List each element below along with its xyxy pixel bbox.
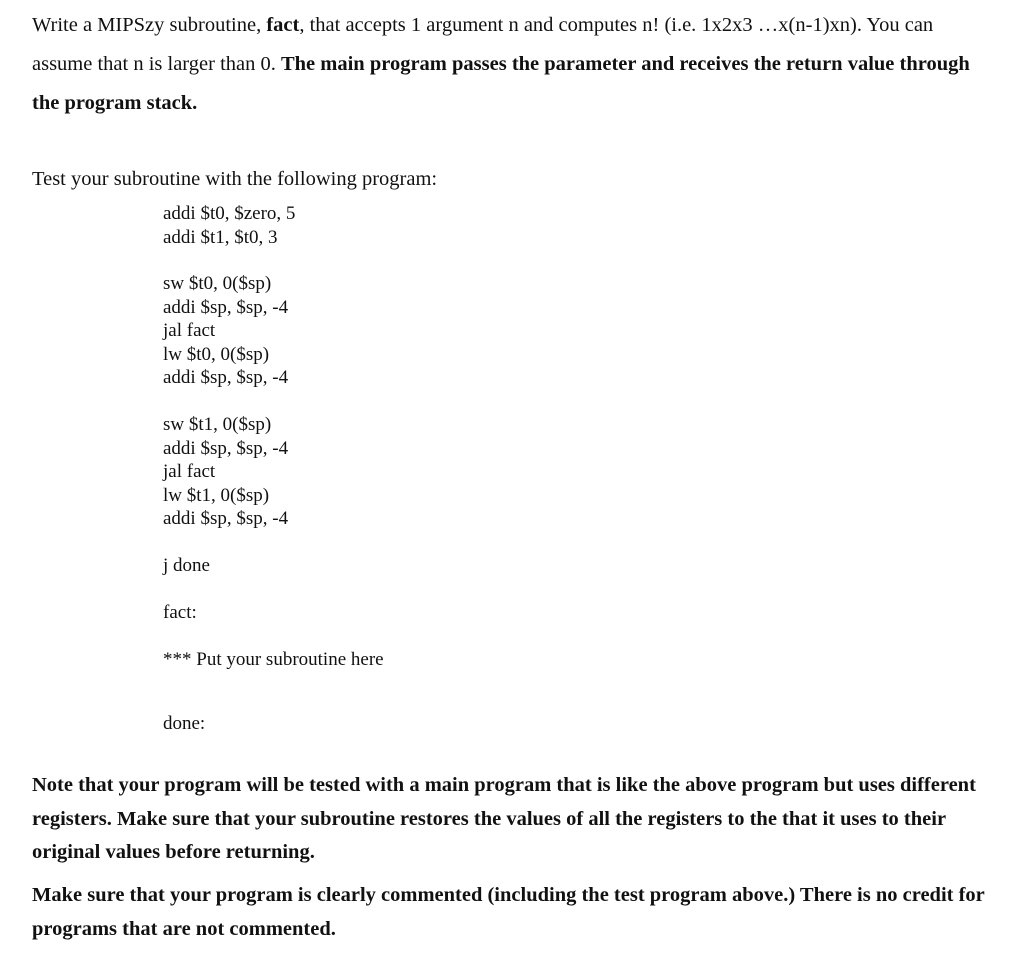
code-done-label xyxy=(163,712,205,736)
note-registers: Note that your program will be tested with a main program that is like the above program but uses different registers. Make sure that your subroutine restores the values of all the registers to the that it uses to their original values before returning. xyxy=(32,774,976,863)
code-line: *** Put your subroutine here xyxy=(163,649,384,670)
code-line: addi $sp, $sp, -4 xyxy=(163,367,289,388)
code-line: done: xyxy=(163,713,206,734)
code-line: addi $sp, $sp, -4 xyxy=(163,296,289,318)
code-line: lw $t0, 0($sp) xyxy=(163,343,270,365)
code-line: addi $sp, $sp, -4 xyxy=(163,437,289,459)
code-line: j done xyxy=(163,555,210,576)
code-line: sw $t0, 0($sp) xyxy=(163,273,272,294)
intro-text-2: , that accepts 1 argument n and computes n! (i.e. 1x2x3 …x(n-1)xn). You can assume that n is larger than 0. xyxy=(32,14,934,75)
code-line: sw $t1, 0($sp) xyxy=(163,414,272,435)
code-fact-label xyxy=(163,601,197,625)
code-line: jal fact xyxy=(163,461,216,482)
code-block-call-1 xyxy=(163,272,288,390)
code-line: lw $t1, 0($sp) xyxy=(163,484,270,506)
code-block-init xyxy=(163,202,295,249)
intro-bold-requirement: The main program passes the parameter and receives the return value through the program stack. xyxy=(32,53,970,114)
code-placeholder xyxy=(163,648,384,672)
code-block-call-2 xyxy=(163,413,288,531)
intro-paragraph xyxy=(32,6,992,123)
code-line: addi $t0, $zero, 5 xyxy=(163,203,296,224)
function-name: fact xyxy=(266,14,300,36)
code-line: jal fact xyxy=(163,320,216,341)
intro-text-1: Write a MIPSzy subroutine, xyxy=(32,14,267,36)
note-comments: Make sure that your program is clearly commented (including the test program above.) There is no credit for programs that are not commented. xyxy=(32,884,985,940)
code-line: addi $sp, $sp, -4 xyxy=(163,508,289,529)
code-line: addi $t1, $t0, 3 xyxy=(163,226,278,248)
test-heading: Test your subroutine with the following program: xyxy=(32,168,438,190)
code-jump-done xyxy=(163,554,210,578)
code-line: fact: xyxy=(163,602,197,623)
